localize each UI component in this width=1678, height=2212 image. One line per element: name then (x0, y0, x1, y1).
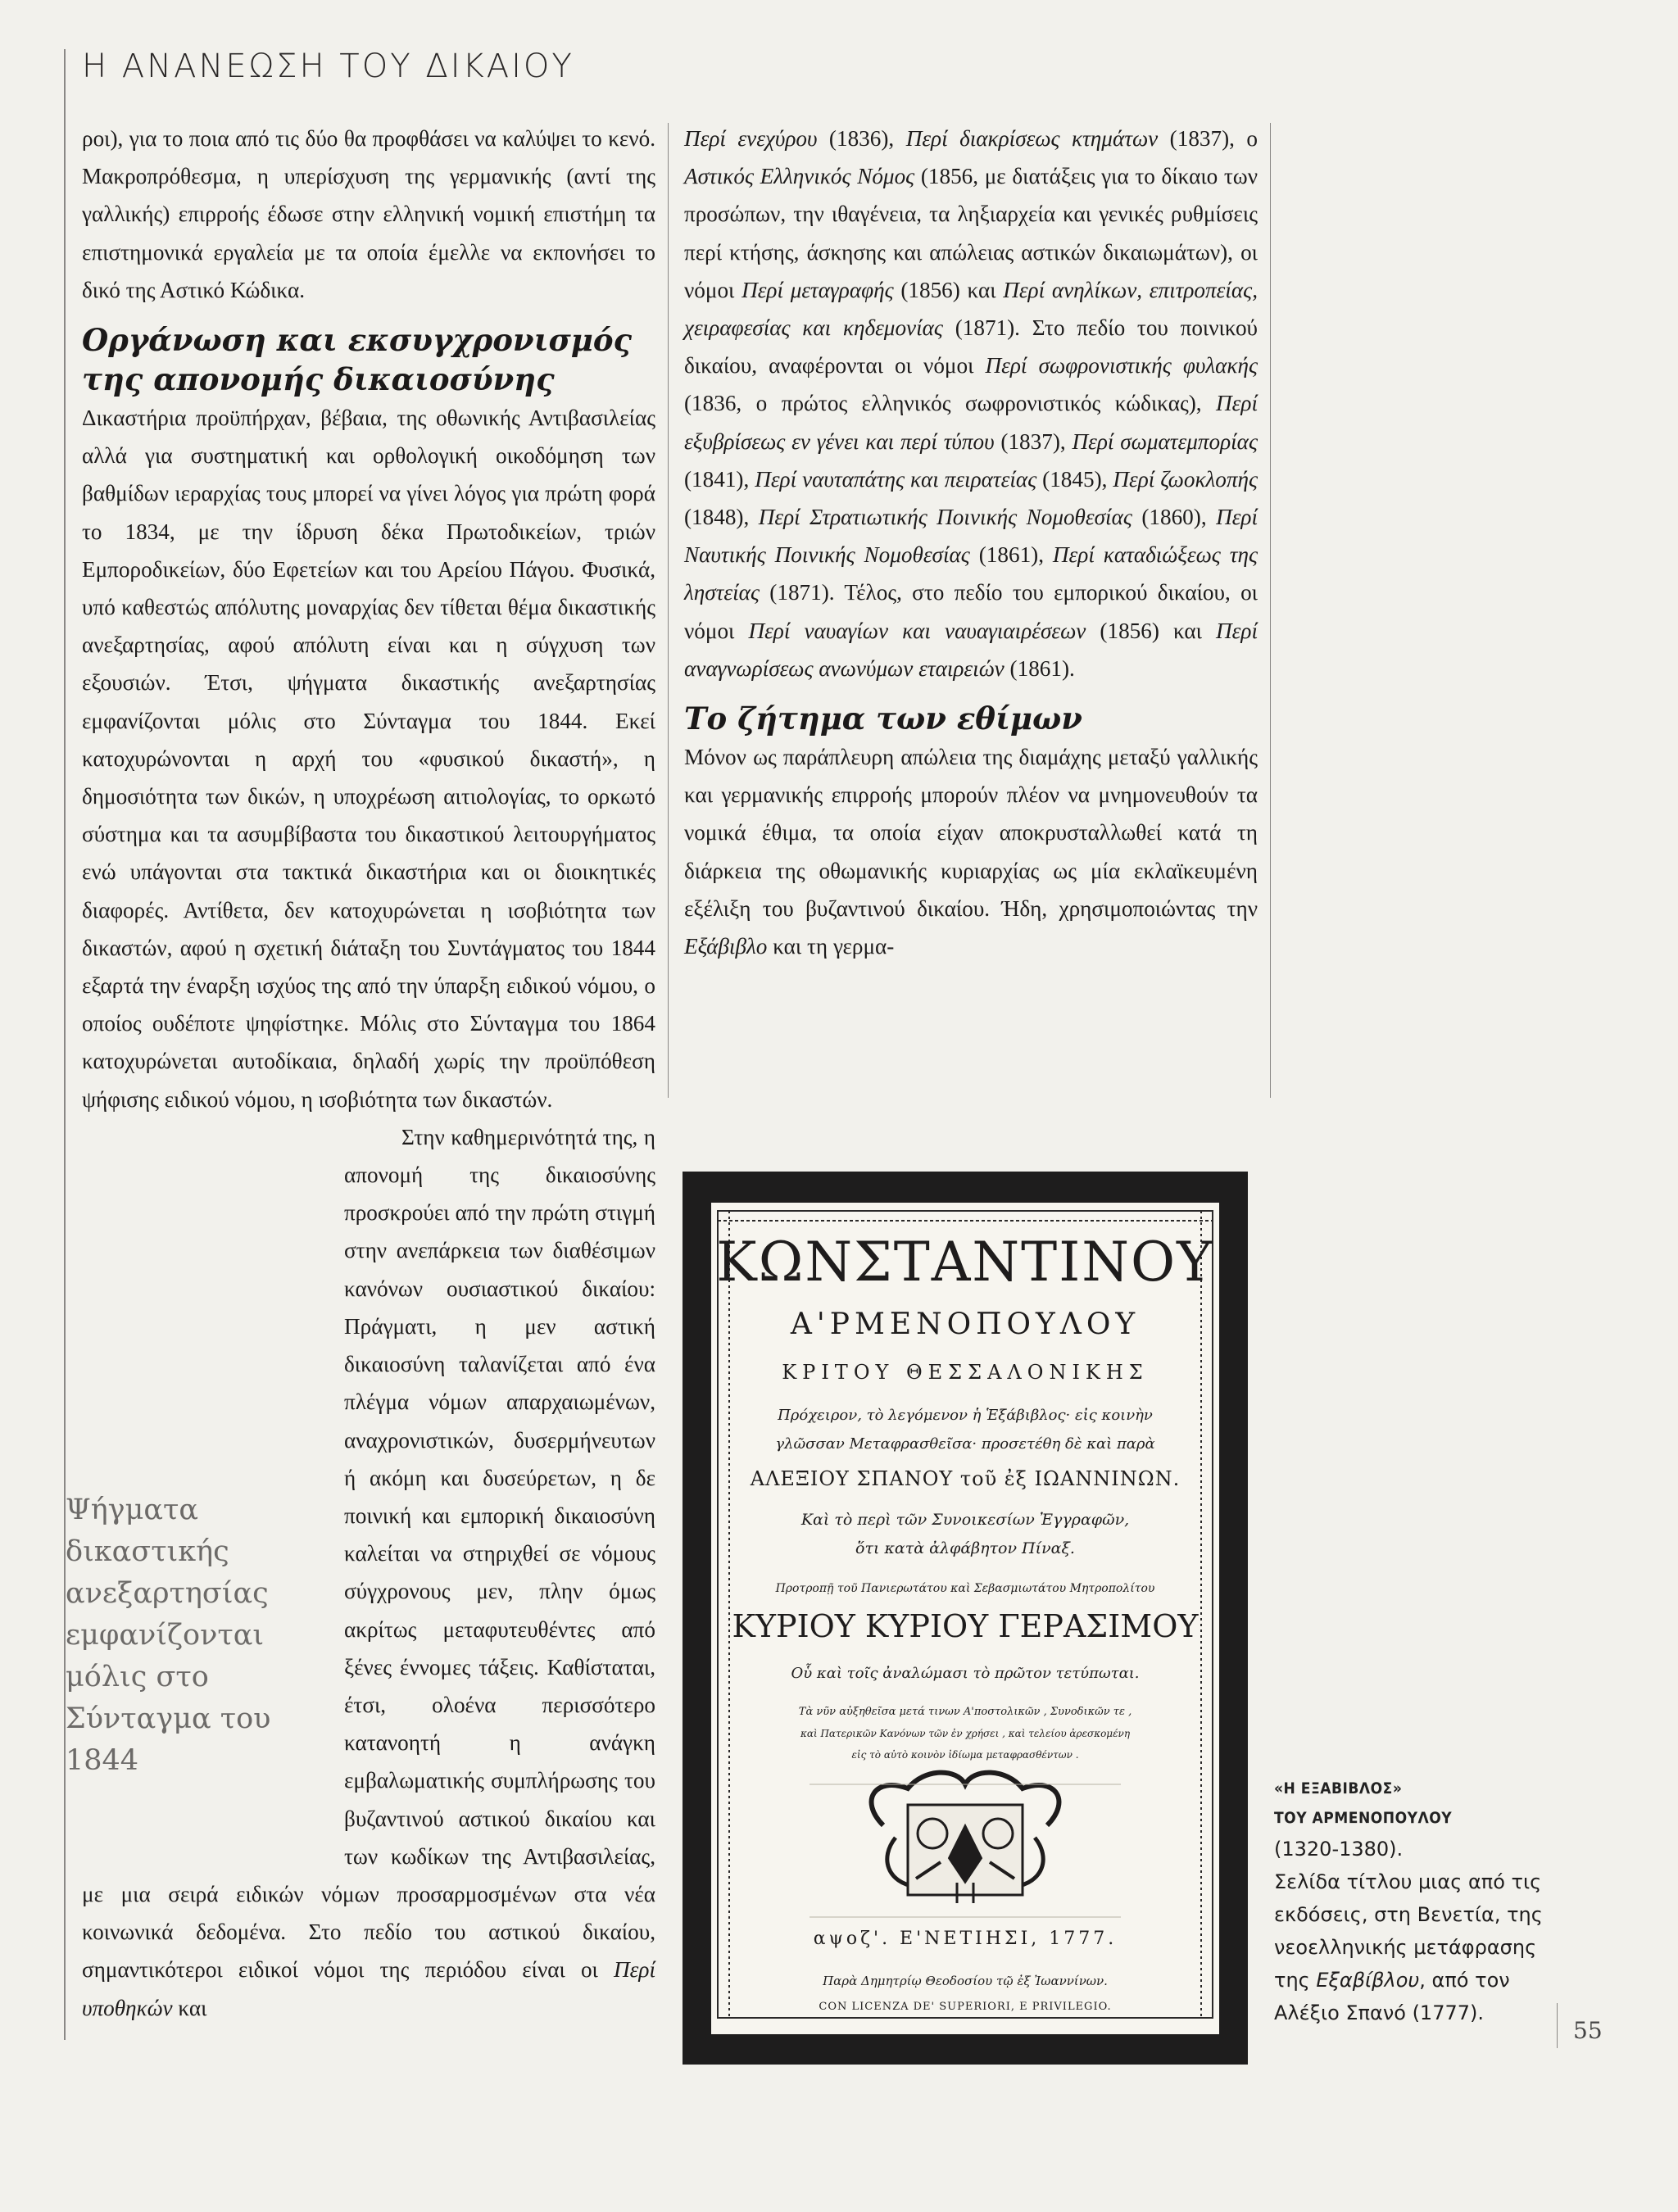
middle-column (684, 120, 1258, 965)
section-heading-customs: Το ζήτημα των εθίμων (684, 700, 1082, 737)
page-number: 55 (1573, 2017, 1603, 2044)
law-title: Αστικός Ελληνικός Νόμος (684, 164, 915, 189)
law-list-text: (1845), (1036, 466, 1113, 492)
column-divider-rule (668, 123, 669, 1098)
paragraph-courts: Δικαστήρια προϋπήρχαν, βέβαια, της οθωνικής Αντιβασιλείας αλλά για συστηματική και ορθολογική οικοδόμηση των βαθμίδων ιεραρχίας τους μπορεί να γίνει λόγος για πρώτη φορά το 1834, με την ίδρυση δέκα Πρωτοδικείων, τριών Εμποροδικείων, δύο Εφετείων και του Αρείου Πάγου. Φυσικά, υπό καθεστώς απόλυτης μοναρχίας δεν τίθεται θέμα δικαστικής ανεξαρτησίας, αφού απόλυτη είναι και η σύγχυση των εξουσιών. Έτσι, ψήγματα δικαστικής ανεξαρτησίας εμφανίζονται μόλις στο Σύνταγμα του 1844. Εκεί κατοχυρώνονται η αρχή του «φυσικού δικαστή», η δημοσιότητα των δικών, η υποχρέωση αιτιολογίας, το ορκωτό σύστημα και τα ασυμβίβαστα του δικαστικού λειτουργήματος ενώ υπάγονται στα τακτικά δικαστήρια και οι διοικητικές διαφορές. Αντίθετα, δεν κατοχυρώνεται η ισοβιότητα των δικαστών, αφού η σχετική διάταξη του Συντάγματος του 1844 εξαρτά την έναρξη ισχύος της από την ύπαρξη ειδικού νόμου, ο οποίος ουδέποτε ψηφίστηκε. Μόλις στο Σύνταγμα του 1864 κατοχυρώνεται αυτοδίκαια, δηλαδή χωρίς την προϋπόθεση ψήφισης ειδικού νόμου, η ισοβιότητα των δικαστών. (82, 406, 655, 1112)
title-line-5: γλῶσσαν Μεταφρασθεῖσα· προσετέθη δὲ καὶ παρὰ (775, 1435, 1155, 1453)
law-list-text: (1848), (684, 505, 759, 530)
paragraph-customs-tail: και τη γερμα- (767, 934, 895, 959)
law-list-text: (1837), (994, 428, 1073, 454)
title-line-14: εἰς τὸ αὐτὸ κοινὸν ἰδίωμα μεταφρασθέντων . (851, 1749, 1079, 1761)
title-printer: Παρὰ Δημητρίῳ Θεοδοσίου τῷ ἐξ Ἰωαννίνων. (823, 1974, 1108, 1988)
title-line-11: Οὗ καὶ τοῖς ἀναλώμασι τὸ πρῶτον τετύπωται. (791, 1665, 1140, 1682)
caption-title-line-1: «Η ΕΞΑΒΙΒΛΟΣ» (1274, 1779, 1403, 1797)
law-title: Περί Στρατιωτικής Ποινικής Νομοθεσίας (758, 505, 1132, 530)
paragraph-customs (684, 738, 1258, 965)
law-list-text: (1841), (684, 466, 755, 492)
law-title: Περί αναγνωρίσεως ανωνύμων εταιρειών (684, 618, 1258, 681)
law-list-text: (1856, με διατάξεις για το δίκαιο των προσώπων, την ιθαγένεια, τα ληξιαρχεία και γενικές ρυθμίσεις περί κτήσης, άσκησης και απώλειας αστικών δικαιωμάτων), οι νόμοι (684, 164, 1258, 302)
title-line-12: Τὰ νῦν αὐξηθεῖσα μετά τινων Α'ποστολικῶν , Συνοδικῶν τε , (798, 1706, 1132, 1718)
title-line-8: ὅτι κατὰ ἀλφάβητον Πίναξ. (855, 1539, 1075, 1557)
title-line-13: καὶ Πατερικῶν Κανόνων τῶν ἐν χρήσει , καὶ τελείου ἀρεσκομένη (800, 1728, 1131, 1739)
title-author-surname: Α'ΡΜΕΝΟΠΟΥΛΟΥ (790, 1308, 1141, 1341)
law-title: Περί ναυαγίων και ναυαγιαιρέσεων (748, 618, 1086, 643)
law-list-text: (1871). Στο πεδίο του ποινικού δικαίου, αναφέρονται οι νόμοι (684, 315, 1258, 378)
law-list-text: (1856) και (893, 277, 1004, 302)
caption-description (1274, 1865, 1577, 2029)
title-patron: ΚΥΡΙΟΥ ΚΥΡΙΟΥ ΓΕΡΑΣΙΜΟΥ (732, 1608, 1199, 1644)
law-title: Περί καταδιώξεως της ληστείας (684, 542, 1258, 605)
title-licence: CON LICENZA DE' SUPERIORI, E PRIVILEGIO. (819, 2001, 1112, 2013)
law-list-text: (1836, ο πρώτος ελληνικός σωφρονιστικός κώδικας), (684, 391, 1217, 416)
paragraph-justice-tail: και (172, 1995, 207, 2020)
caption-title-line-2: ΤΟΥ ΑΡΜΕΝΟΠΟΥΛΟΥ (1274, 1809, 1453, 1827)
law-list-text: (1861). (1004, 655, 1075, 681)
paragraph-special-laws (684, 120, 1258, 687)
caption-text-tail: , από τον Αλέξιο Σπανό (1777). (1274, 1969, 1510, 2024)
title-page-drawing (711, 1203, 1219, 2034)
law-list-text: (1871). Τέλος, στο πεδίο του εμπορικού δικαίου, οι νόμοι (684, 580, 1258, 643)
law-list-text: (1860), (1132, 505, 1217, 530)
law-title: Περί ζωοκλοπής (1113, 466, 1258, 492)
law-title: Περί σωματεμπορίας (1072, 428, 1258, 454)
title-line-4: Πρόχειρον, τὸ λεγόμενον ἡ Ἑξάβιβλος· εἰς κοινὴν (778, 1407, 1153, 1424)
running-header: Η ΑΝΑΝΕΩΣΗ ΤΟΥ ΔΙΚΑΙΟΥ (82, 48, 574, 85)
paragraph-justice-text: Στην καθημερινότητά της, η απονομή της δικαιοσύνης προσκρούει από την πρώτη στιγμή στην ανεπάρκεια των διαθέσιμων κανόνων ουσιαστικού δικαίου: Πράγματι, η μεν αστική δικαιοσύνη ταλανίζεται από ένα πλέγμα νόμων απαρχαιωμένων, αναχρονιστικών, δυσερμήνευτων ή ακόμη και δυσεύρετων, η δε ποινική και εμπορική δικαιοσύνη καλείται να στηριχθεί σε νόμους σύγχρονους μεν, πλην όμως ακρίτως μεταφυτευθέντες από ξένες έννομες τάξεις. Καθίσταται, έτσι, ολοένα περισσότερο κατανοητή η ανάγκη εμβαλωματικής συμπλήρωσης του βυζαντινού αστικού δικαίου και των κωδίκων της Αντιβασιλείας, με μια σειρά ειδικών νόμων προσαρμοσμένων στα νέα κοινωνικά δεδομένα. Στο πεδίο του αστικού δικαίου, σημαντικότεροι ειδικοί νόμοι της περιόδου είναι οι (82, 1124, 655, 1983)
title-line-7: Καὶ τὸ περὶ τῶν Συνοικεσίων Ἐγγραφῶν, (800, 1511, 1130, 1529)
section-heading-court-organization: Οργάνωση και εκσυγχρονισμός της απονομής δικαιοσύνης (82, 322, 633, 398)
caption-dates: (1320-1380). (1274, 1838, 1404, 1861)
pull-quote: Ψήγματα δικαστικής ανεξαρτησίας εμφανίζονται μόλις στο Σύνταγμα του 1844 (66, 1494, 271, 1777)
right-column-divider-rule (1270, 123, 1271, 1098)
law-title: Περί διακρίσεως κτημάτων (905, 126, 1159, 151)
law-list-text: (1861), (969, 542, 1053, 568)
book-title-hexabiblos: Εξάβιβλο (684, 934, 768, 959)
title-page-paper (711, 1203, 1219, 2034)
hexabiblos-title-page-scan (683, 1172, 1248, 2065)
title-imprint-date: αψοζ'. Ε'ΝΕΤΙΗΣΙ, 1777. (813, 1929, 1118, 1949)
law-title: Περί ανηλίκων, επιτροπείας, χειραφεσίας και κηδεμονίας (684, 277, 1258, 341)
title-line-9: Προτροπῇ τοῦ Πανιερωτάτου καὶ Σεβασμιωτάτου Μητροπολίτου (775, 1582, 1155, 1595)
caption-text: Σελίδα τίτλου μιας από τις εκδόσεις, στη Βενετία, της νεοελληνικής μετάφρασης της (1274, 1870, 1543, 1992)
law-list-text: (1836), (817, 126, 906, 151)
law-list-text: (1837), ο (1158, 126, 1258, 151)
law-title: Περί μεταγραφής (741, 277, 894, 302)
title-author-role: ΚΡΙΤΟΥ ΘΕΣΣΑΛΟΝΙΚΗΣ (782, 1361, 1149, 1384)
figure-caption (1274, 1774, 1577, 2029)
law-title: Περί σωφρονιστικής φυλακής (985, 353, 1258, 378)
title-author-name: ΚΩΝΣΤΑΝΤΙΝΟΥ (716, 1231, 1214, 1294)
law-title-mortgages: Περί υποθηκών (82, 1957, 655, 2020)
paragraph-intro: ροι), για το ποια από τις δύο θα προφθάσει να καλύψει το κενό. Μακροπρόθεσμα, η υπερίσχυση της γερμανικής (αντί της γαλλικής) επιρροής έδωσε στην ελληνική νομική επιστήμη τα επιστημονικά εργαλεία με τα οποία έμελλε να εκπονήσει το δικό της Αστικό Κώδικα. (82, 126, 655, 302)
caption-book-title: Εξαβίβλου (1316, 1969, 1420, 1992)
double-headed-eagle-emblem (872, 1773, 1059, 1903)
law-title: Περί Ναυτικής Ποινικής Νομοθεσίας (684, 505, 1258, 568)
law-title: Περί ενεχύρου (684, 126, 818, 151)
title-translator: ΑΛΕΞΙΟΥ ΣΠΑΝΟΥ τοῦ ἐξ ΙΩΑΝΝΙΝΩΝ. (750, 1467, 1181, 1490)
paragraph-customs-text: Μόνον ως παράπλευρη απώλεια της διαμάχης μεταξύ γαλλικής και γερμανικής επιρροής μπορούν πλέον να μνημονευθούν τα νομικά έθιμα, τα οποία είχαν αποκρυσταλλωθεί κατά τη διάρκεια της οθωμανικής κυριαρχίας ως μία εκλαϊκευμένη εξέλιξη του βυζαντινού δικαίου. Ήδη, χρησιμοποιώντας την (684, 745, 1258, 921)
law-list-text: (1856) και (1086, 618, 1217, 643)
law-title: Περί ναυταπάτης και πειρατείας (755, 466, 1037, 492)
law-title: Περί εξυβρίσεως εν γένει και περί τύπου (684, 391, 1258, 454)
